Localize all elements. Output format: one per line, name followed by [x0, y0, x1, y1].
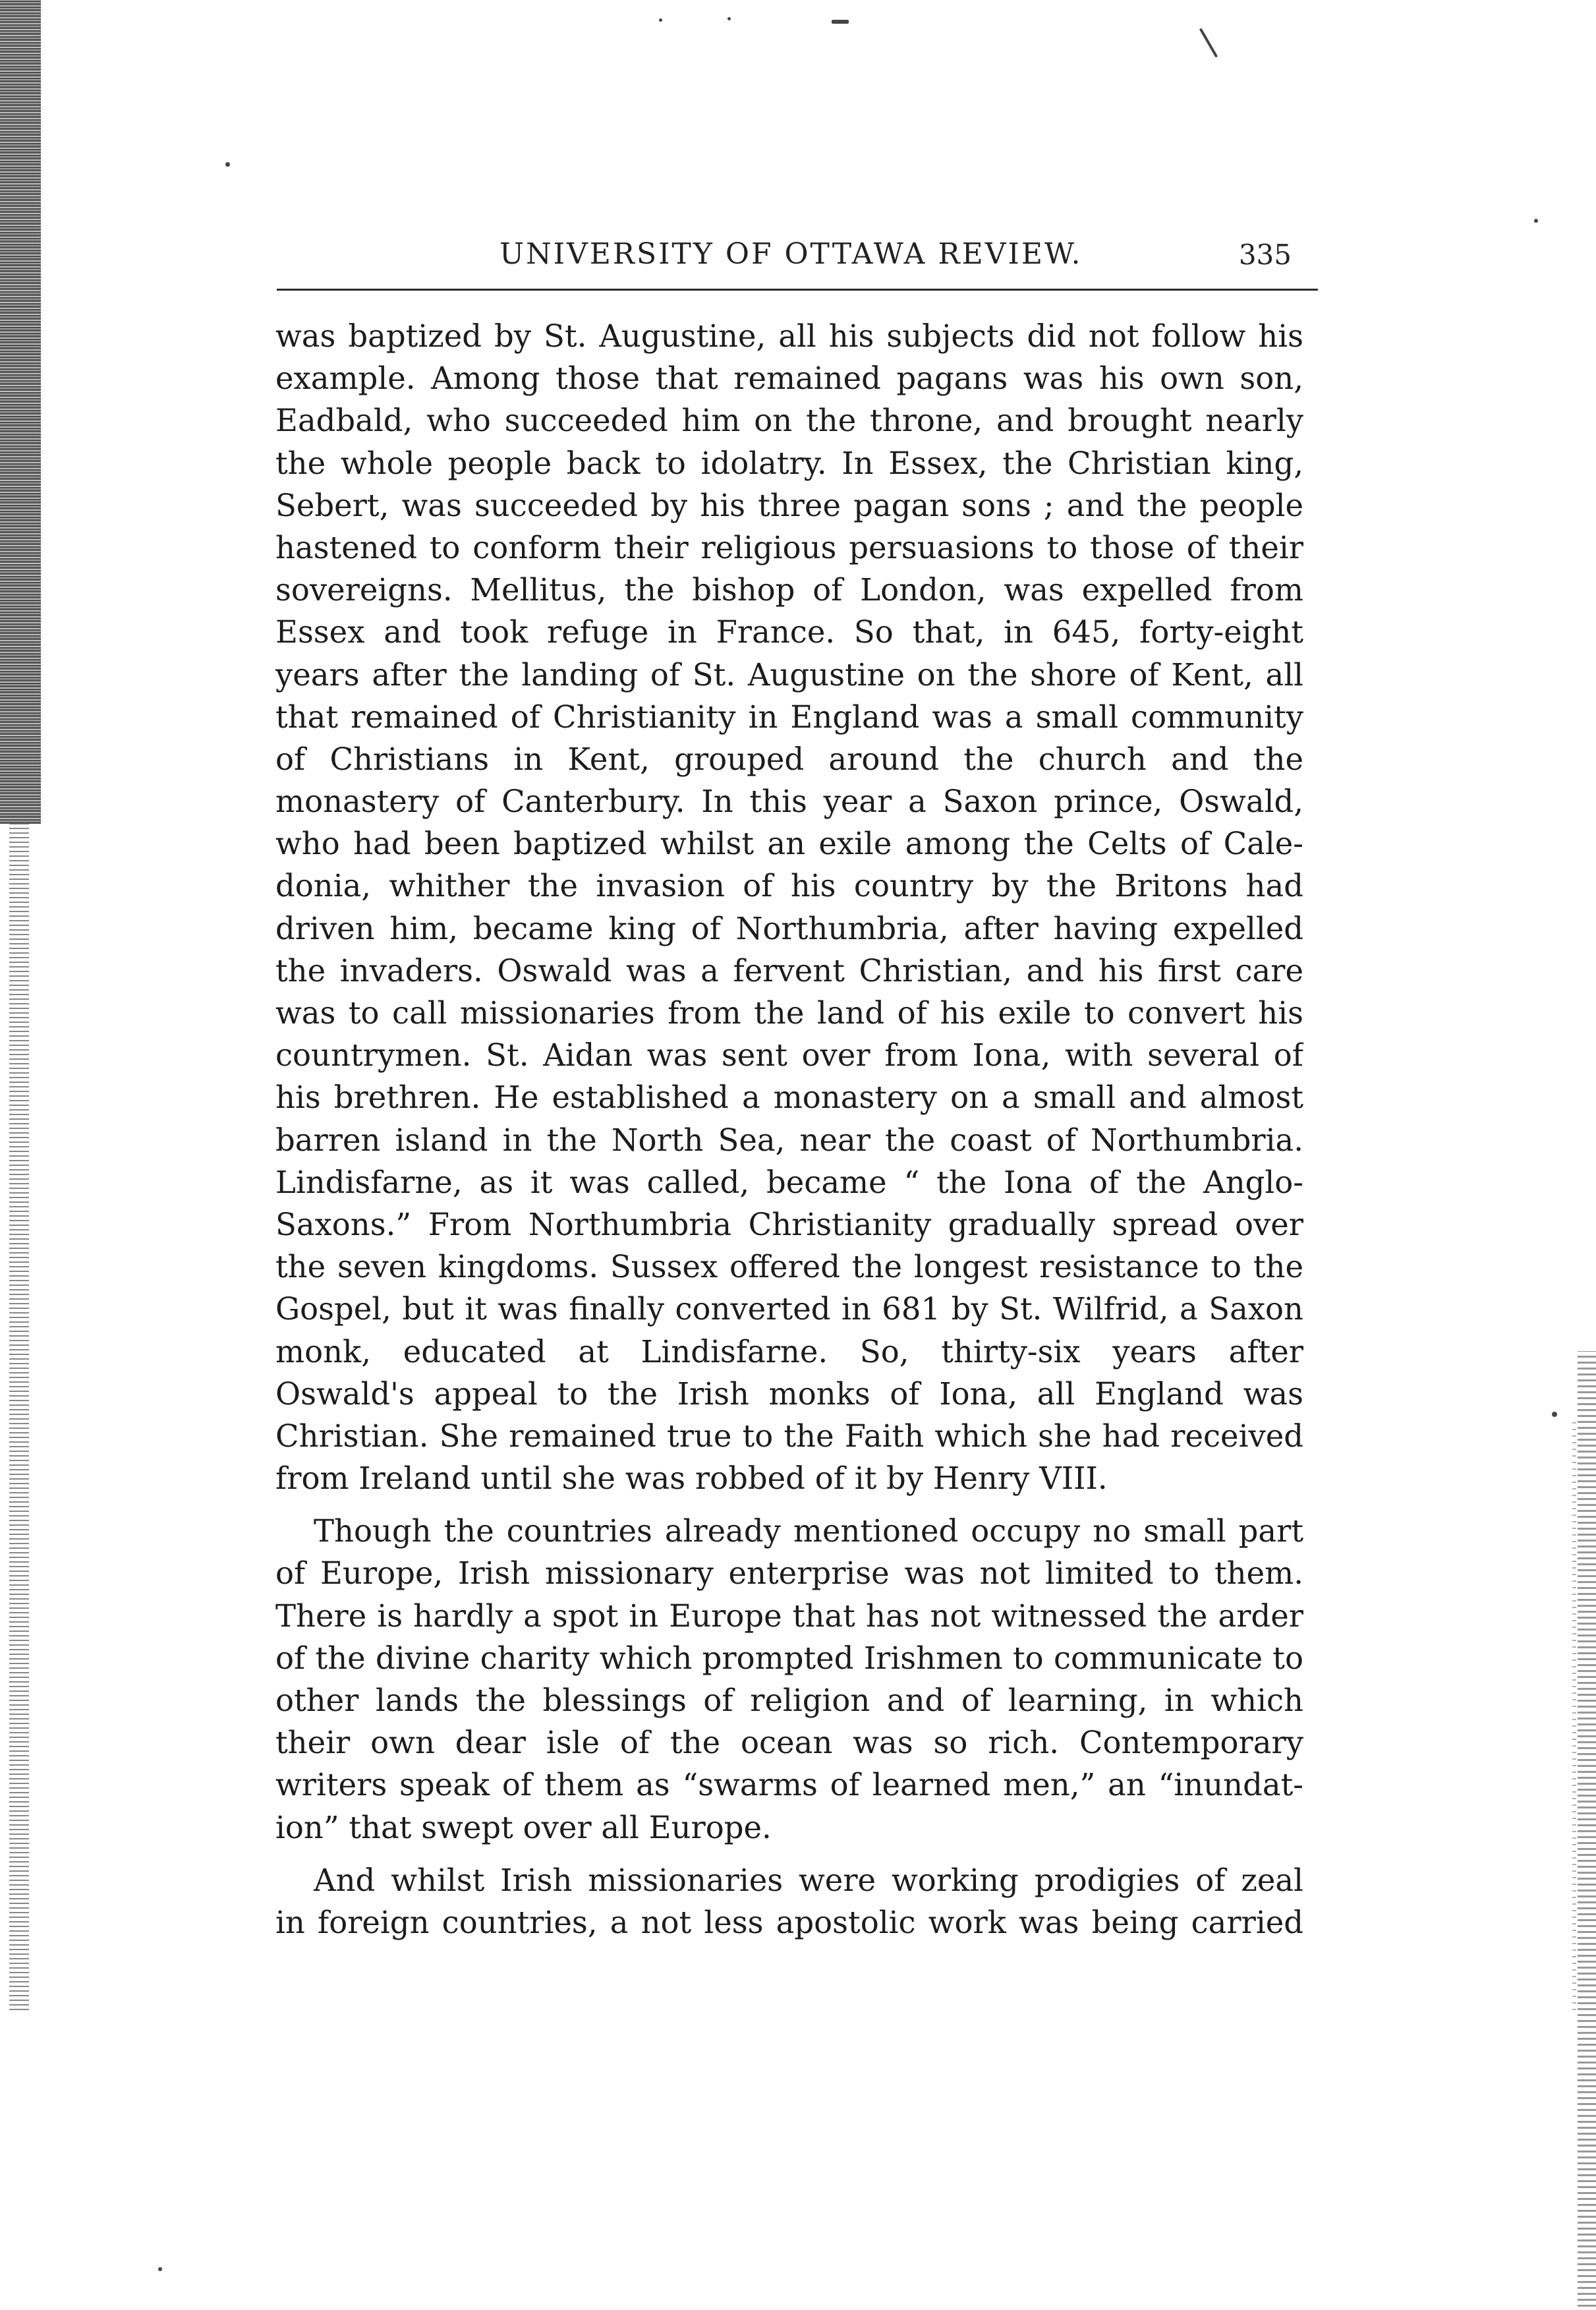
text-line: from Ireland until she was robbed of it by Henry VIII.	[275, 1460, 1108, 1497]
text-line: countrymen. St. Aidan was sent over from Iona, with several of	[275, 1037, 1303, 1074]
text-line: donia, whither the invasion of his country by the Britons had	[275, 868, 1303, 904]
text-line: their own dear isle of the ocean was so rich. Contemporary	[275, 1725, 1303, 1761]
text-line: barren island in the North Sea, near the coast of Northumbria.	[275, 1122, 1303, 1158]
text-line: There is hardly a spot in Europe that has not witnessed the arder	[275, 1598, 1303, 1634]
text-line: that remained of Christianity in England was a small community	[275, 699, 1303, 735]
text-line: of Europe, Irish missionary enterprise was not limited to them.	[275, 1555, 1303, 1592]
binding-edge-shadow	[0, 0, 41, 824]
text-line: sovereigns. Mellitus, the bishop of London, was expelled from	[275, 572, 1303, 608]
text-line: his brethren. He established a monastery on a small and almost	[275, 1080, 1303, 1116]
text-line: Sebert, was succeeded by his three pagan sons ; and the people	[275, 487, 1303, 523]
scan-speck	[1552, 1412, 1557, 1417]
text-line: years after the landing of St. Augustine on the shore of Kent, all	[275, 656, 1303, 693]
text-line: who had been baptized whilst an exile among the Celts of Cale-	[275, 826, 1303, 862]
scan-speck	[727, 17, 731, 20]
text-line: other lands the blessings of religion and of learning, in which	[275, 1683, 1303, 1718]
header-rule	[277, 289, 1318, 291]
paragraph-1	[275, 315, 1303, 1499]
text-line: writers speak of them as “swarms of learned men,” an “inundat-	[275, 1767, 1303, 1803]
scan-speck	[1199, 28, 1218, 57]
text-line: monastery of Canterbury. In this year a Saxon prince, Oswald,	[275, 784, 1303, 820]
right-edge-shadow	[1578, 1351, 1596, 2307]
running-title: UNIVERSITY OF OTTAWA REVIEW.	[499, 237, 1083, 271]
binding-edge-shadow-lower	[9, 824, 29, 2010]
text-line: Though the countries already mentioned occupy no small part	[314, 1513, 1303, 1549]
text-line: ion” that swept over all Europe.	[275, 1809, 772, 1845]
running-head	[277, 232, 1318, 278]
text-line: Oswald's appeal to the Irish monks of Iona, all England was	[275, 1375, 1303, 1412]
text-line: example. Among those that remained pagans was his own son,	[275, 361, 1303, 397]
scan-speck	[832, 20, 849, 24]
paragraph-2	[275, 1510, 1303, 1849]
text-line: of Christians in Kent, grouped around the church and the	[275, 741, 1303, 777]
text-line: hastened to conform their religious persuasions to those of their	[275, 529, 1303, 565]
text-line: was to call missionaries from the land of his exile to convert his	[275, 995, 1303, 1031]
scan-speck	[1534, 219, 1538, 223]
text-line: the invaders. Oswald was a fervent Christian, and his first care	[275, 952, 1303, 989]
text-line: Essex and took refuge in France. So that, in 645, forty-eight	[275, 614, 1303, 650]
text-line: Gospel, but it was finally converted in 681 by St. Wilfrid, a Saxon	[275, 1291, 1303, 1327]
paragraph-3	[275, 1859, 1303, 1944]
right-edge-marks	[1572, 1417, 1576, 2010]
text-line: the seven kingdoms. Sussex offered the longest resistance to the	[275, 1249, 1303, 1285]
page-number: 335	[1238, 239, 1292, 271]
body-text	[275, 315, 1303, 1954]
text-line: was baptized by St. Augustine, all his subjects did not follow his	[275, 318, 1303, 354]
text-line: driven him, became king of Northumbria, after having expelled	[275, 910, 1303, 946]
scan-speck	[225, 162, 230, 167]
text-line: Lindisfarne, as it was called, became “ the Iona of the Anglo-	[275, 1164, 1303, 1200]
text-line: Eadbald, who succeeded him on the throne, and brought nearly	[275, 403, 1303, 439]
text-line: the whole people back to idolatry. In Essex, the Christian king,	[275, 445, 1303, 481]
scan-speck	[659, 18, 662, 22]
text-line: And whilst Irish missionaries were working prodigies of zeal	[314, 1862, 1303, 1898]
text-line: in foreign countries, a not less apostolic work was being carried	[275, 1904, 1303, 1940]
text-line: monk, educated at Lindisfarne. So, thirty-six years after	[275, 1333, 1303, 1370]
text-line: Saxons.” From Northumbria Christianity gradually spread over	[275, 1206, 1303, 1242]
scan-speck	[158, 2267, 162, 2271]
text-line: of the divine charity which prompted Irishmen to communicate to	[275, 1640, 1303, 1676]
text-line: Christian. She remained true to the Faith which she had received	[275, 1418, 1303, 1454]
